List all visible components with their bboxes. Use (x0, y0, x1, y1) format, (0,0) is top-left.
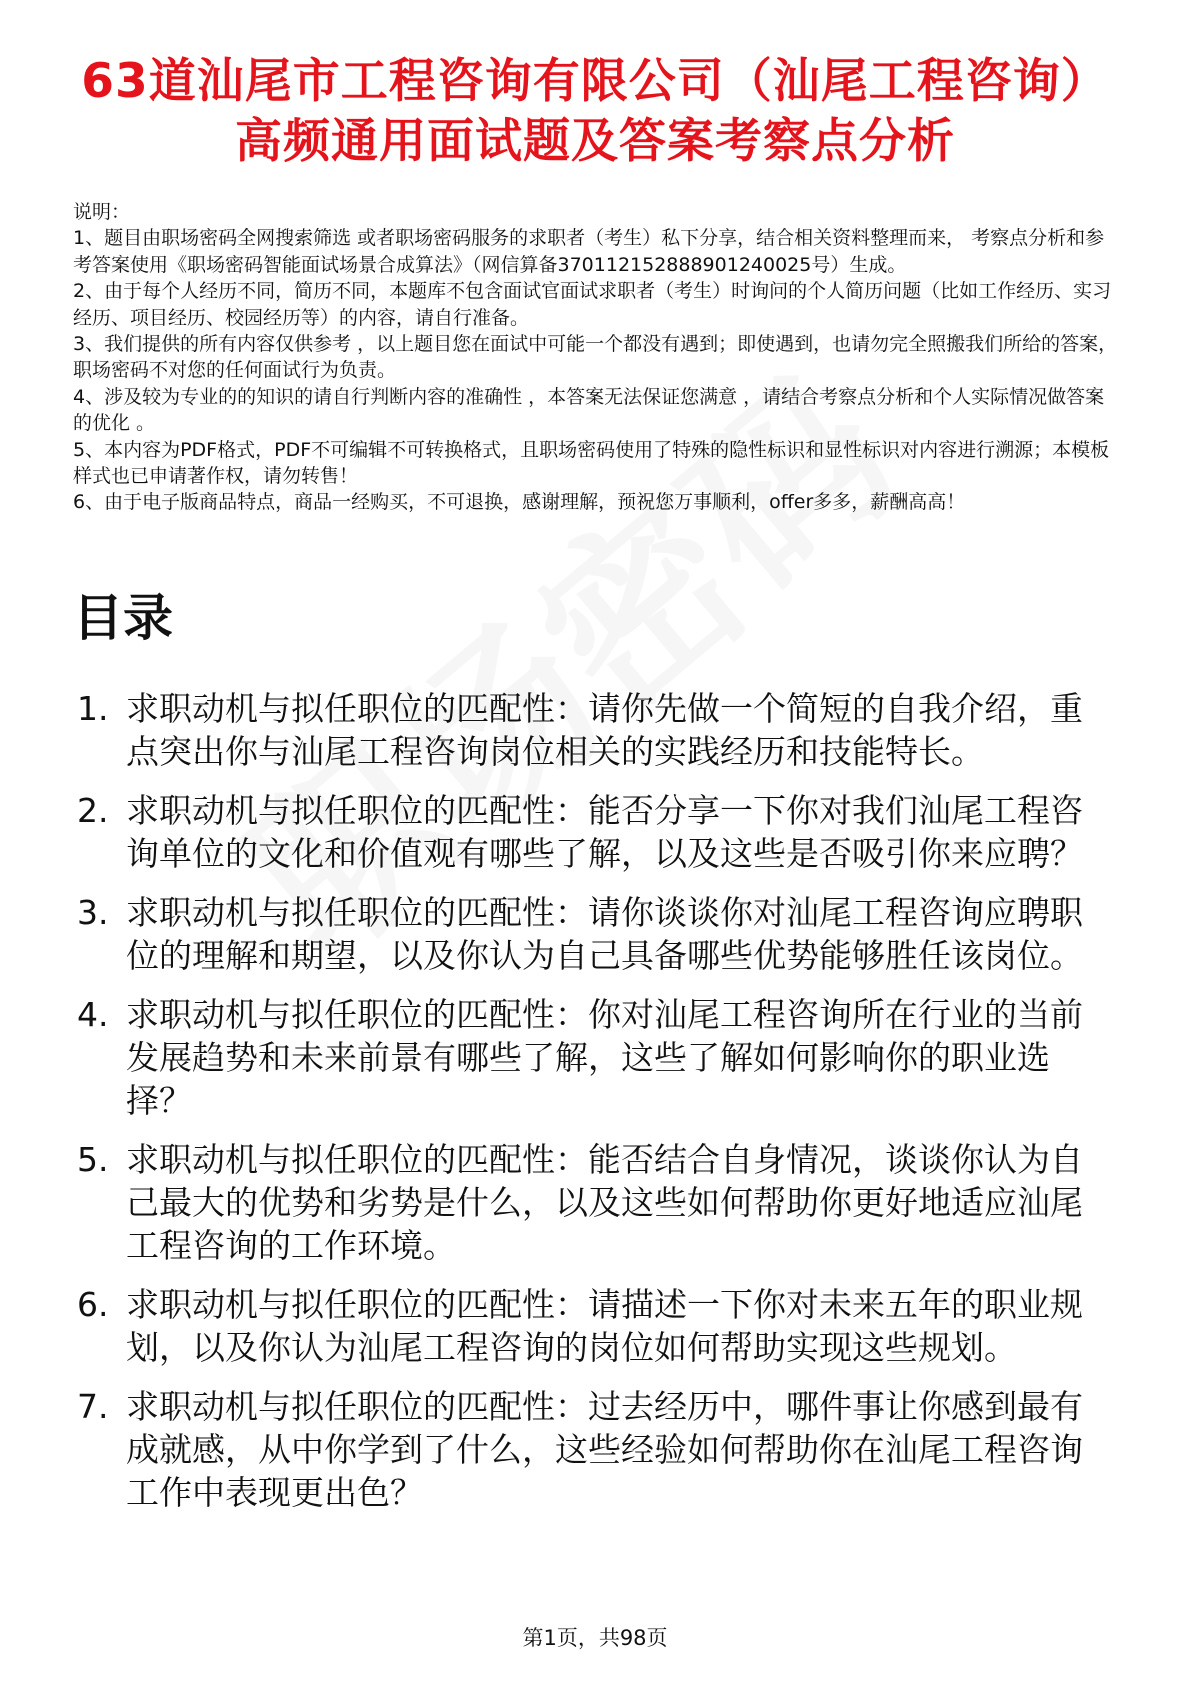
toc-item-text: 求职动机与拟任职位的匹配性：请描述一下你对未来五年的职业规划，以及你认为汕尾工程咨询的岗位如何帮助实现这些规划。 (126, 1285, 1083, 1367)
toc-item-text: 求职动机与拟任职位的匹配性：能否结合自身情况，谈谈你认为自己最大的优势和劣势是什么，以及这些如何帮助你更好地适应汕尾工程咨询的工作环境。 (126, 1140, 1083, 1265)
toc-item-number: 1. (77, 689, 109, 728)
toc-item[interactable] (77, 1283, 1107, 1369)
toc-item-number: 5. (77, 1140, 109, 1179)
toc-item-text: 求职动机与拟任职位的匹配性：能否分享一下你对我们汕尾工程咨询单位的文化和价值观有哪些了解，以及这些是否吸引你来应聘？ (126, 791, 1083, 873)
note-item: 4、涉及较为专业的的知识的请自行判断内容的准确性 ，本答案无法保证您满意 ，请结合考察点分析和个人实际情况做答案的优化 。 (73, 385, 1105, 435)
toc-item-number: 7. (77, 1387, 109, 1426)
toc-item[interactable] (77, 891, 1107, 977)
page-footer: 第1页，共98页 (522, 1626, 668, 1650)
toc-item-text: 求职动机与拟任职位的匹配性：请你谈谈你对汕尾工程咨询应聘职位的理解和期望，以及你认为自己具备哪些优势能够胜任该岗位。 (126, 893, 1083, 975)
toc-item[interactable] (77, 789, 1107, 875)
toc-item-number: 4. (77, 995, 109, 1034)
toc-list (77, 687, 1107, 1530)
note-item: 1、题目由职场密码全网搜索筛选 或者职场密码服务的求职者（考生）私下分享，结合相关资料整理而来， 考察点分析和参考答案使用《职场密码智能面试场景合成算法》（网信算备370112152888901240025号）生成。 (73, 227, 1105, 276)
note-item: 6、由于电子版商品特点，商品一经购买，不可退换，感谢理解，预祝您万事顺利，offer多多，薪酬高高！ (73, 491, 966, 514)
note-item: 3、我们提供的所有内容仅供参考 ，以上题目您在面试中可能一个都没有遇到；即使遇到，也请勿完全照搬我们所给的答案，职场密码不对您的任何面试行为负责。 (73, 333, 1118, 382)
toc-item[interactable] (77, 687, 1107, 773)
toc-item[interactable] (77, 993, 1107, 1122)
toc-item-text: 求职动机与拟任职位的匹配性：请你先做一个简短的自我介绍，重点突出你与汕尾工程咨询岗位相关的实践经历和技能特长。 (126, 689, 1083, 771)
toc-item-number: 6. (77, 1285, 109, 1324)
toc-item[interactable] (77, 1385, 1107, 1514)
toc-heading: 目录 (73, 589, 173, 647)
note-item: 5、本内容为PDF格式，PDF不可编辑不可转换格式，且职场密码使用了特殊的隐性标识和显性标识对内容进行溯源；本模板样式也已申请著作权，请勿转售！ (73, 438, 1110, 488)
toc-item-number: 2. (77, 791, 109, 830)
document-title: 63道汕尾市工程咨询有限公司（汕尾工程咨询）高频通用面试题及答案考察点分析 (81, 54, 1109, 169)
note-item: 2、由于每个人经历不同，简历不同，本题库不包含面试官面试求职者（考生）时询问的个人简历问题（比如工作经历、实习经历、项目经历、校园经历等）的内容，请自行准备。 (73, 280, 1112, 329)
toc-item-number: 3. (77, 893, 109, 932)
toc-item[interactable] (77, 1138, 1107, 1267)
toc-item-text: 求职动机与拟任职位的匹配性：你对汕尾工程咨询所在行业的当前发展趋势和未来前景有哪些了解，这些了解如何影响你的职业选择？ (126, 995, 1083, 1120)
toc-item-text: 求职动机与拟任职位的匹配性：过去经历中，哪件事让你感到最有成就感，从中你学到了什么，这些经验如何帮助你在汕尾工程咨询工作中表现更出色？ (126, 1387, 1083, 1512)
notes-label: 说明： (73, 201, 131, 223)
notes-section (73, 199, 1118, 516)
